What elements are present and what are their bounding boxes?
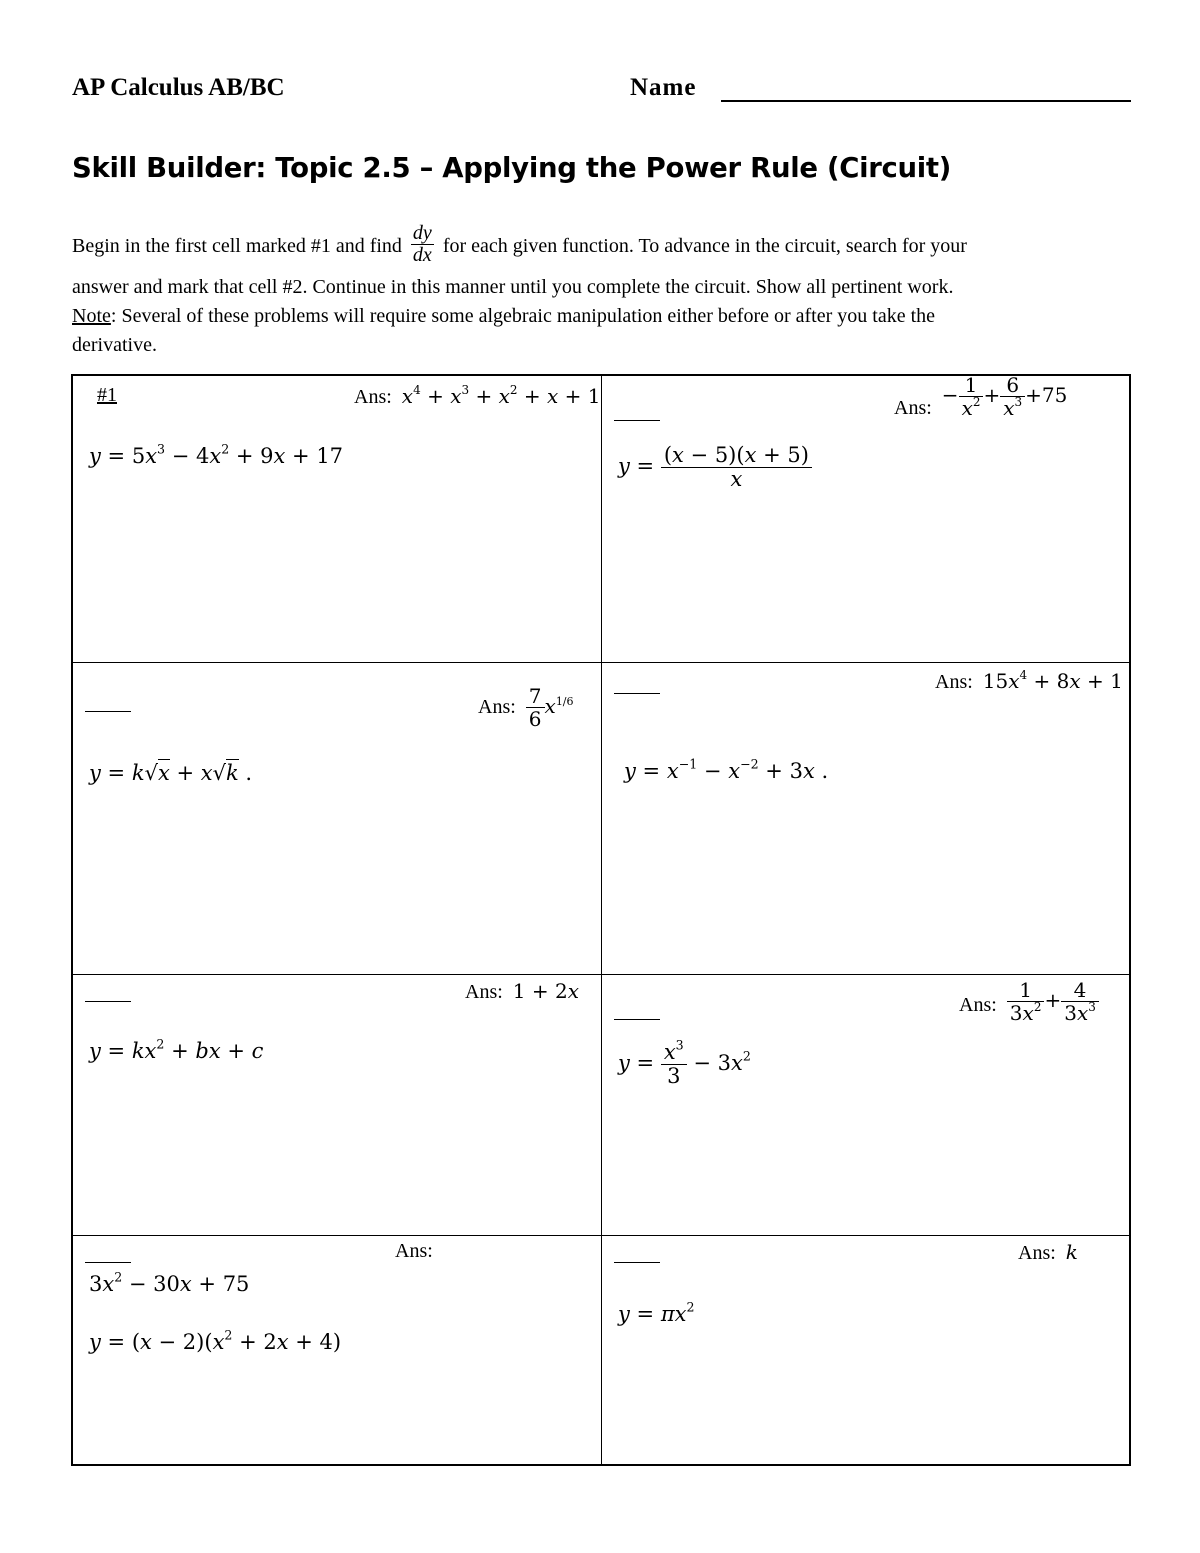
cell-number-blank[interactable] [85, 711, 131, 712]
instructions-line-1 [72, 222, 967, 269]
cell-number-label: #1 [97, 384, 117, 406]
cell-function: $y = kx^2$ + bx + c [89, 1036, 264, 1063]
dy-numerator: dy [412, 222, 432, 244]
cell-number-blank[interactable] [614, 420, 660, 421]
ans-expression: k [1065, 1240, 1078, 1264]
cell-function: y = $\frac{x^3}{3}$ − $3x^2$ [618, 1037, 751, 1089]
course-title: AP Calculus AB/BC [72, 74, 285, 101]
name-label: Name [630, 74, 697, 101]
circuit-cell-8[interactable] [602, 1236, 1131, 1466]
ans-label: Ans: [1018, 1242, 1056, 1264]
cell-number-blank[interactable] [614, 1262, 660, 1263]
cell-function: $y = (x - 2)(x^2 + 2x + 4)$ [89, 1327, 342, 1354]
instructions-line-2: answer and mark that cell #2. Continue in this manner until you complete the circuit. Show all pertinent work. [72, 276, 954, 298]
circuit-cell-3[interactable] [73, 663, 601, 974]
ans-label: Ans: [959, 994, 997, 1016]
circuit-cell-5[interactable] [73, 975, 601, 1235]
cell-answer-label [395, 1240, 433, 1263]
instructions-text-1b: for each given function. To advance in the circuit, search for your [442, 235, 967, 258]
ans-label: Ans: [465, 981, 503, 1003]
ans-label: Ans: [894, 397, 932, 419]
ans-expression: $x^4 + x^3 + x^2 + x + 1$ [401, 383, 601, 408]
circuit-cell-1[interactable] [73, 376, 601, 662]
cell-answer [478, 685, 574, 730]
ans-label: Ans: [478, 696, 516, 718]
ans-label: Ans: [935, 671, 973, 693]
cell-function: y = $\frac{(x - 5)(x + 5)}{x}$ [618, 444, 812, 491]
cell-number-blank[interactable] [614, 1019, 660, 1020]
instructions-line-3 [72, 302, 935, 331]
dx-denominator: dx [412, 244, 432, 266]
circuit-cell-7[interactable] [73, 1236, 601, 1466]
cell-function: $y = x^{-1} - x^{-2} + 3x$ . [624, 756, 829, 783]
cell-function: $y = 5x^3 - 4x^2 + 9x + 17$ [89, 441, 344, 468]
instructions-line-4: derivative. [72, 334, 157, 356]
ans-expression: 1 + 2x [512, 979, 579, 1003]
cell-answer [959, 978, 1099, 1028]
cell-number-blank[interactable] [85, 1001, 131, 1002]
cell-answer [894, 373, 1068, 431]
cell-answer [935, 669, 1123, 694]
ans-expression: $\frac{1}{3x^2}$ + $\frac{4}{3x^3}$ [1007, 988, 1099, 1012]
circuit-cell-2[interactable] [602, 373, 1131, 662]
ans-expression: $\frac{7}{6}$ $x^{1/6}$ [526, 694, 574, 718]
ans-expression: − $\frac{1}{x^2}$ + $\frac{6}{x^3}$ +75 [941, 373, 1068, 420]
dy-dx-fraction [411, 223, 434, 266]
ans-label: Ans: [354, 386, 392, 408]
ans-label: Ans: [395, 1240, 433, 1262]
ans-expression: $15x^4 + 8x + 1$ [982, 668, 1123, 693]
cell-answer [354, 384, 601, 409]
circuit-cell-4[interactable] [602, 663, 1131, 974]
cell-number-blank[interactable] [614, 693, 660, 694]
cell-number-blank[interactable] [85, 1262, 131, 1263]
instructions-text-3: : Several of these problems will require some algebraic manipulation either before or after you take the [110, 305, 936, 327]
instructions-text-1a: Begin in the first cell marked #1 and find [72, 235, 402, 258]
cell-function: $y = \pi x^2$ [618, 1299, 695, 1326]
circuit-grid [71, 374, 1131, 1466]
circuit-cell-6[interactable] [602, 975, 1131, 1235]
cell-function: y = k√x + x√k . [89, 761, 253, 785]
cell-answer [465, 979, 579, 1004]
worksheet-title: Skill Builder: Topic 2.5 – Applying the Power Rule (Circuit) [72, 152, 952, 184]
ans-expression: $3x^2 - 30x + 75$ [89, 1269, 250, 1296]
name-field-line[interactable] [721, 100, 1131, 102]
note-label: Note [72, 305, 111, 327]
cell-answer [1018, 1240, 1078, 1265]
